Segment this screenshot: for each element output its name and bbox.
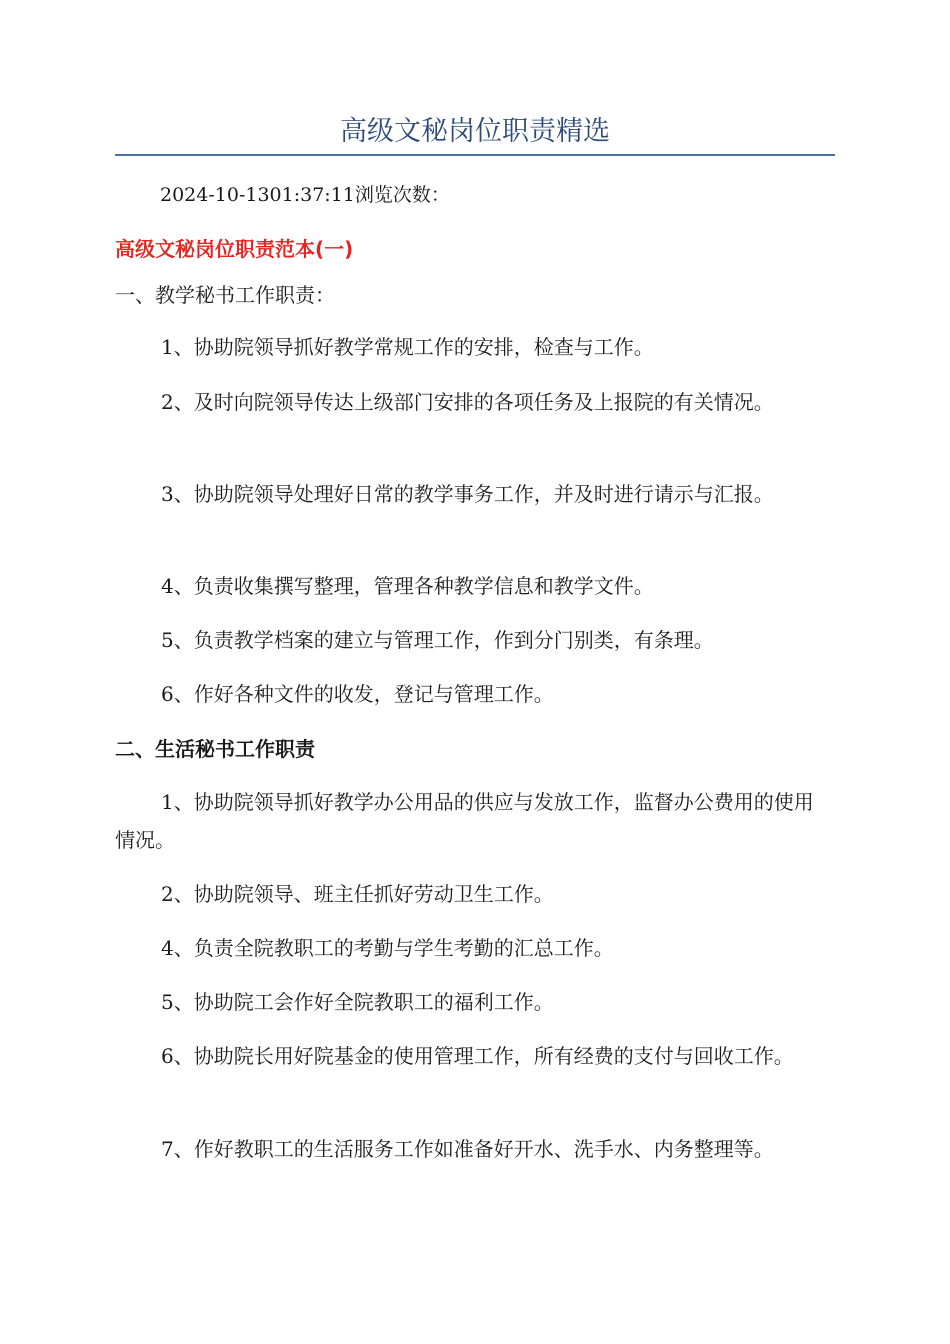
publish-meta: 2024-10-1301:37:11浏览次数：: [160, 184, 450, 206]
part2-item-2: 2、协助院领导、班主任抓好劳动卫生工作。: [161, 882, 554, 906]
part1-item-6: 6、作好各种文件的收发，登记与管理工作。: [161, 682, 554, 706]
part2-item-4: 5、协助院工会作好全院教职工的福利工作。: [161, 990, 554, 1014]
part1-item-1: 1、协助院领导抓好教学常规工作的安排，检查与工作。: [161, 335, 654, 359]
document-title: 高级文秘岗位职责精选: [340, 116, 610, 147]
part1-heading: 一、教学秘书工作职责：: [115, 283, 335, 307]
part1-item-4: 4、负责收集撰写整理，管理各种教学信息和教学文件。: [161, 574, 654, 598]
part1-item-5: 5、负责教学档案的建立与管理工作，作到分门别类，有条理。: [161, 628, 714, 652]
part2-item-5: 6、协助院长用好院基金的使用管理工作，所有经费的支付与回收工作。: [161, 1044, 794, 1068]
part1-item-3: 3、协助院领导处理好日常的教学事务工作，并及时进行请示与汇报。: [161, 482, 774, 506]
section-title: 高级文秘岗位职责范本(一): [115, 237, 354, 261]
title-underline: [115, 154, 835, 156]
part2-item-6: 7、作好教职工的生活服务工作如准备好开水、洗手水、内务整理等。: [161, 1137, 774, 1161]
part2-item-1: 1、协助院领导抓好教学办公用品的供应与发放工作，监督办公费用的使用情况。: [115, 790, 814, 852]
part1-item-2: 2、及时向院领导传达上级部门安排的各项任务及上报院的有关情况。: [161, 390, 774, 414]
part2-item-3: 4、负责全院教职工的考勤与学生考勤的汇总工作。: [161, 936, 614, 960]
part2-heading: 二、生活秘书工作职责: [115, 737, 315, 761]
